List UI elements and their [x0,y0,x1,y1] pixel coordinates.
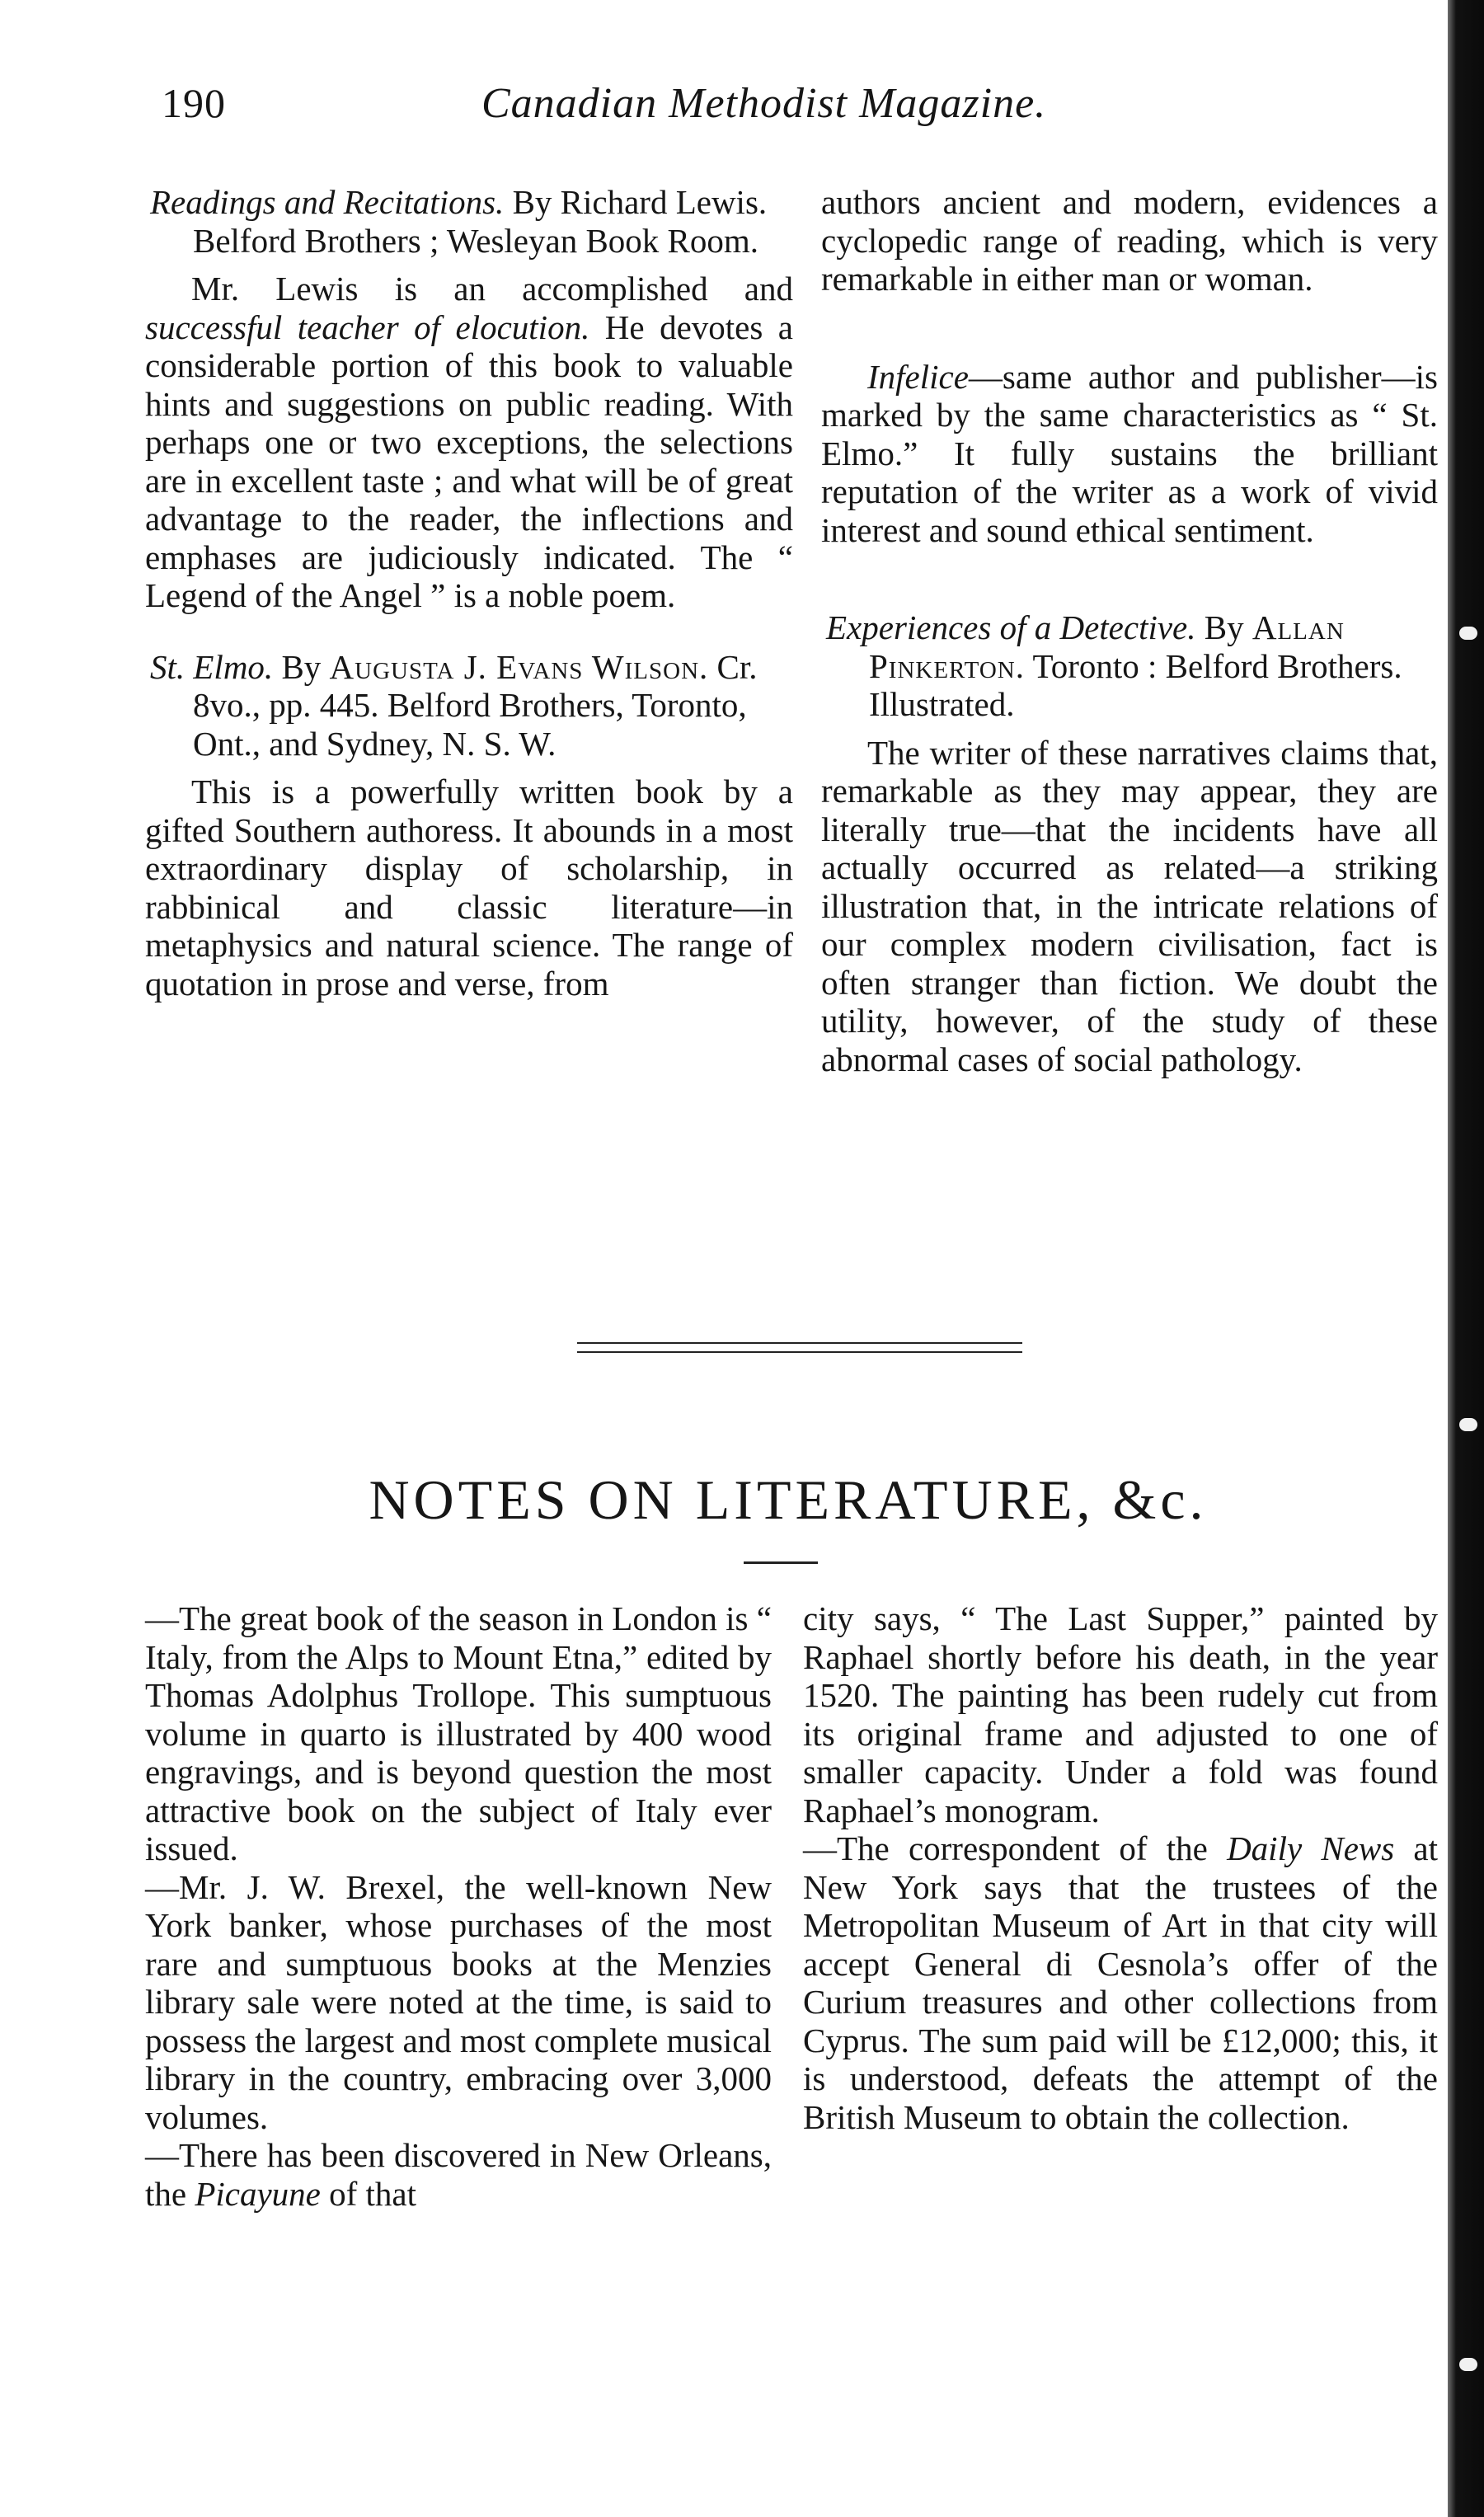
review-text: —same author and publisher—is marked by the same characteristics as “ St. Elmo.” It fully sustains the brilliant reputation of the writer as a work of vivid interest and sound ethical sentiment. [821,357,1438,549]
review-author: Augusta J. Evans Wilson. [329,647,709,686]
review-body: The writer of these narratives claims that, remarkable as they may appear, they are literally true—that the incidents have all actually occurred as related—a striking illustration that, in the intricate relations of our complex modern civilisation, fact is often stranger than fiction. We doubt the utility, however, of the study of these abnormal cases of social pathology. [821,733,1438,1078]
notes-left-column [145,1599,772,2213]
section-divider [577,1342,1022,1353]
page-header [162,79,1176,145]
note-item: city says, “ The Last Supper,” painted by Raphael shortly before his death, in the year 1520. The painting has been rudely cut from its original frame and adjusted to one of smaller capacity. Under a fold was found Raphael’s monogram. [803,1599,1438,1829]
review-text-italic: successful teacher of elocution. [145,308,590,346]
note-text: of that [320,2174,417,2213]
review-by: By [273,647,330,686]
review-title: Infelice [867,357,969,396]
review-body: This is a powerfully written book by a gifted Southern authoress. It abounds in a most extraordinary display of scholarship, in rabbinical and classic literature—in metaphysics and natural science. The range of quotation in prose and verse, from [145,772,793,1003]
page-edge-mark [1459,1418,1477,1431]
note-item: —The great book of the season in London is “ Italy, from the Alps to Mount Etna,” edited by Thomas Adolphus Trollope. This sumptuous volume in quarto is illustrated by 400 wood engravings, and is beyond question the most attractive book on the subject of Italy ever issued. [145,1599,772,1867]
review-title: Readings and Recitations. [150,183,505,221]
note-item [145,2136,772,2213]
review-text: Mr. Lewis is an accomplished and [191,270,793,308]
review-publication-info: Toronto : Belford Brothers. Illustrated. [869,646,1402,723]
review-title: Experiences of a Detective. [826,608,1196,646]
page-edge-mark [1459,2358,1477,2371]
review-text: He devotes a considerable portion of this book to valuable hints and suggestions on public reading. With perhaps one or two exceptions, the selections are in excellent taste ; and what will be of great advantage to the reader, the inflections and emphases are judiciously indicated. The “ Legend of the Angel ” is a noble poem. [145,308,793,614]
notes-right-column [803,1599,1438,2136]
note-text-italic: Picayune [195,2174,321,2213]
review-by: By [1195,608,1252,646]
review-author: Allan Pinkerton. [869,608,1345,685]
page-edge-mark [1459,627,1477,640]
note-text: at New York says that the trustees of the Metropolitan Museum of Art in that city will accept General di Cesnola’s offer of the Curium treasures and other collections from Cyprus. The sum paid will be £12,000; this, it is understood, defeats the attempt of the British Museum to obtain the collection. [803,1829,1439,2136]
review-heading [145,183,793,260]
title-underline [744,1561,818,1564]
note-text: —There has been discovered in New Orleans, the [145,2136,772,2213]
review-publication-info: By Richard Lewis. Belford Brothers ; Wesleyan Book Room. [193,183,768,260]
review-body [145,270,793,615]
page-number: 190 [162,80,226,126]
running-title: Canadian Methodist Magazine. [481,80,1047,127]
note-text: —The correspondent of the [803,1829,1228,1867]
note-item [803,1829,1438,2136]
review-continuation: authors ancient and modern, evidences a cyclopedic range of reading, which is very remarkable in either man or woman. [821,183,1438,298]
review-heading [821,608,1438,724]
review-heading [145,648,793,763]
note-item: —Mr. J. W. Brexel, the well-known New York banker, whose purchases of the most rare and sumptuous books at the Menzies library sale were noted at the time, is said to possess the largest and most complete musical library in the country, embracing over 3,000 volumes. [145,1867,772,2136]
page-edge-shadow [1448,0,1484,2517]
review-body [821,358,1438,550]
section-title: NOTES ON LITERATURE, &c. [369,1468,1208,1531]
note-text-italic: Daily News [1227,1829,1395,1867]
review-title: St. Elmo. [150,647,274,686]
reviews-right-column [821,183,1438,1078]
reviews-left-column [145,183,793,1003]
review-publication-info: Cr. 8vo., pp. 445. Belford Brothers, Toronto, Ont., and Sydney, N. S. W. [193,647,758,763]
